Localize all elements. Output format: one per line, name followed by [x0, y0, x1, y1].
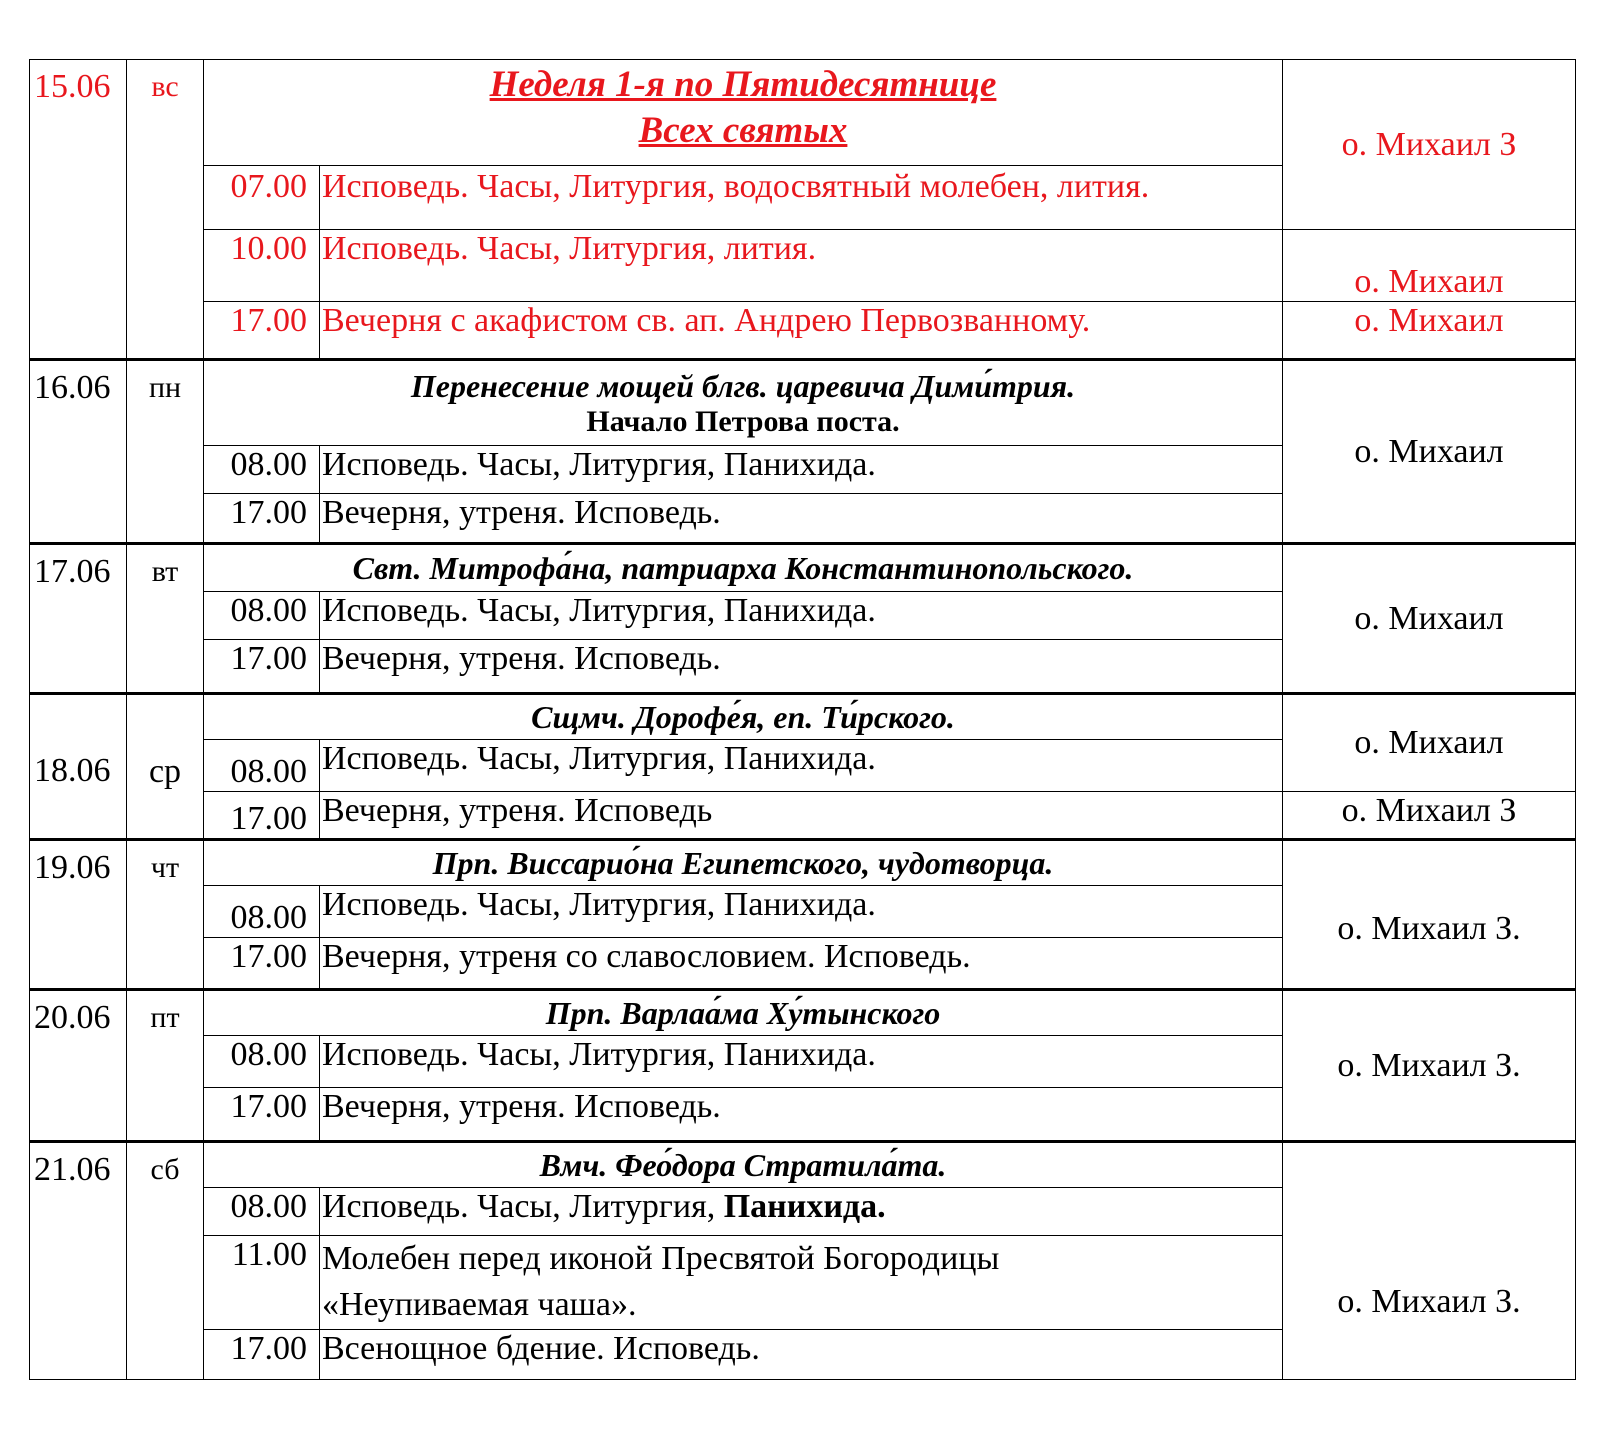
service-time: 08.00 — [204, 740, 320, 792]
service-desc-line1: Молебен перед иконой Пресвятой Богородицы — [322, 1240, 1000, 1277]
service-desc: Вечерня, утреня. Исповедь — [320, 792, 1283, 840]
service-desc: Исповедь. Часы, Литургия, Панихида. — [320, 446, 1283, 494]
service-time: 10.00 — [204, 230, 320, 302]
day-row — [30, 544, 1576, 592]
service-row — [30, 302, 1576, 360]
date-cell: 20.06 — [30, 990, 127, 1142]
service-desc: Вечерня с акафистом св. ап. Андрею Первозванному. — [320, 302, 1283, 360]
service-time: 17.00 — [204, 1088, 320, 1142]
feast-title-line2: Всех святых — [638, 110, 848, 151]
feast-title — [204, 60, 1283, 166]
service-desc: Вечерня, утреня со славословием. Исповедь. — [320, 938, 1283, 990]
priest-cell: о. Михаил — [1283, 360, 1576, 544]
service-desc: Исповедь. Часы, Литургия, водосвятный молебен, лития. — [320, 166, 1283, 230]
service-desc: Вечерня, утреня. Исповедь. — [320, 1088, 1283, 1142]
day-row — [30, 990, 1576, 1036]
service-time: 11.00 — [204, 1236, 320, 1330]
weekday-cell: сб — [127, 1142, 204, 1380]
service-desc: Вечерня, утреня. Исповедь. — [320, 640, 1283, 694]
service-desc: Исповедь. Часы, Литургия, Панихида. — [320, 740, 1283, 792]
feast-title: Прп. Виссарио́на Египетского, чудотворца. — [204, 840, 1283, 886]
feast-title: Вмч. Фео́дора Стратила́та. — [204, 1142, 1283, 1188]
priest-cell: о. Михаил З — [1283, 60, 1576, 230]
weekday-cell: пн — [127, 360, 204, 544]
date-cell: 18.06 — [30, 694, 127, 840]
weekday-cell: вс — [127, 60, 204, 360]
day-row — [30, 360, 1576, 446]
service-time: 08.00 — [204, 446, 320, 494]
service-time: 17.00 — [204, 494, 320, 544]
weekday-cell: чт — [127, 840, 204, 990]
service-time: 17.00 — [204, 1330, 320, 1380]
service-desc-text: Исповедь. Часы, Литургия, — [322, 1188, 724, 1225]
feast-name: Перенесение мощей блгв. царевича Дими́трия. — [410, 367, 1076, 404]
priest-cell: о. Михаил З. — [1283, 840, 1576, 990]
feast-title: Прп. Варлаа́ма Ху́тынского — [204, 990, 1283, 1036]
service-time: 17.00 — [204, 640, 320, 694]
day-row — [30, 694, 1576, 740]
service-desc: Исповедь. Часы, Литургия, Панихида. — [320, 886, 1283, 938]
service-time: 08.00 — [204, 886, 320, 938]
service-desc — [320, 1188, 1283, 1236]
feast-title — [204, 360, 1283, 446]
service-desc: Исповедь. Часы, Литургия, Панихида. — [320, 592, 1283, 640]
date-cell: 15.06 — [30, 60, 127, 360]
date-cell: 17.06 — [30, 544, 127, 694]
day-row — [30, 840, 1576, 886]
service-time: 08.00 — [204, 1188, 320, 1236]
service-time: 17.00 — [204, 938, 320, 990]
schedule-table — [29, 59, 1576, 1380]
service-row — [30, 230, 1576, 302]
feast-subtitle: Начало Петрова поста. — [586, 404, 900, 438]
service-time: 07.00 — [204, 166, 320, 230]
date-cell: 21.06 — [30, 1142, 127, 1380]
service-time: 17.00 — [204, 302, 320, 360]
service-desc — [320, 1236, 1283, 1330]
feast-title-line1: Неделя 1-я по Пятидесятнице — [489, 64, 997, 105]
service-desc-line2: «Неупиваемая чаша». — [322, 1286, 637, 1323]
day-row — [30, 60, 1576, 166]
weekday-cell: ср — [127, 694, 204, 840]
service-desc: Вечерня, утреня. Исповедь. — [320, 494, 1283, 544]
priest-cell: о. Михаил З — [1283, 792, 1576, 840]
feast-title: Сщмч. Дорофе́я, еп. Ти́рского. — [204, 694, 1283, 740]
service-time: 08.00 — [204, 1036, 320, 1088]
service-time: 08.00 — [204, 592, 320, 640]
service-time: 17.00 — [204, 792, 320, 840]
day-row — [30, 1142, 1576, 1188]
service-row — [30, 792, 1576, 840]
priest-cell: о. Михаил З. — [1283, 1142, 1576, 1380]
priest-cell: о. Михаил — [1283, 694, 1576, 792]
date-cell: 16.06 — [30, 360, 127, 544]
service-desc: Исповедь. Часы, Литургия, Панихида. — [320, 1036, 1283, 1088]
date-cell: 19.06 — [30, 840, 127, 990]
service-desc: Всенощное бдение. Исповедь. — [320, 1330, 1283, 1380]
service-desc: Исповедь. Часы, Литургия, лития. — [320, 230, 1283, 302]
service-desc-bold: Панихида. — [723, 1188, 886, 1225]
priest-cell: о. Михаил — [1283, 230, 1576, 302]
weekday-cell: вт — [127, 544, 204, 694]
weekday-cell: пт — [127, 990, 204, 1142]
priest-cell: о. Михаил З. — [1283, 990, 1576, 1142]
feast-title: Свт. Митрофа́на, патриарха Константинопольского. — [204, 544, 1283, 592]
priest-cell: о. Михаил — [1283, 544, 1576, 694]
priest-cell: о. Михаил — [1283, 302, 1576, 360]
